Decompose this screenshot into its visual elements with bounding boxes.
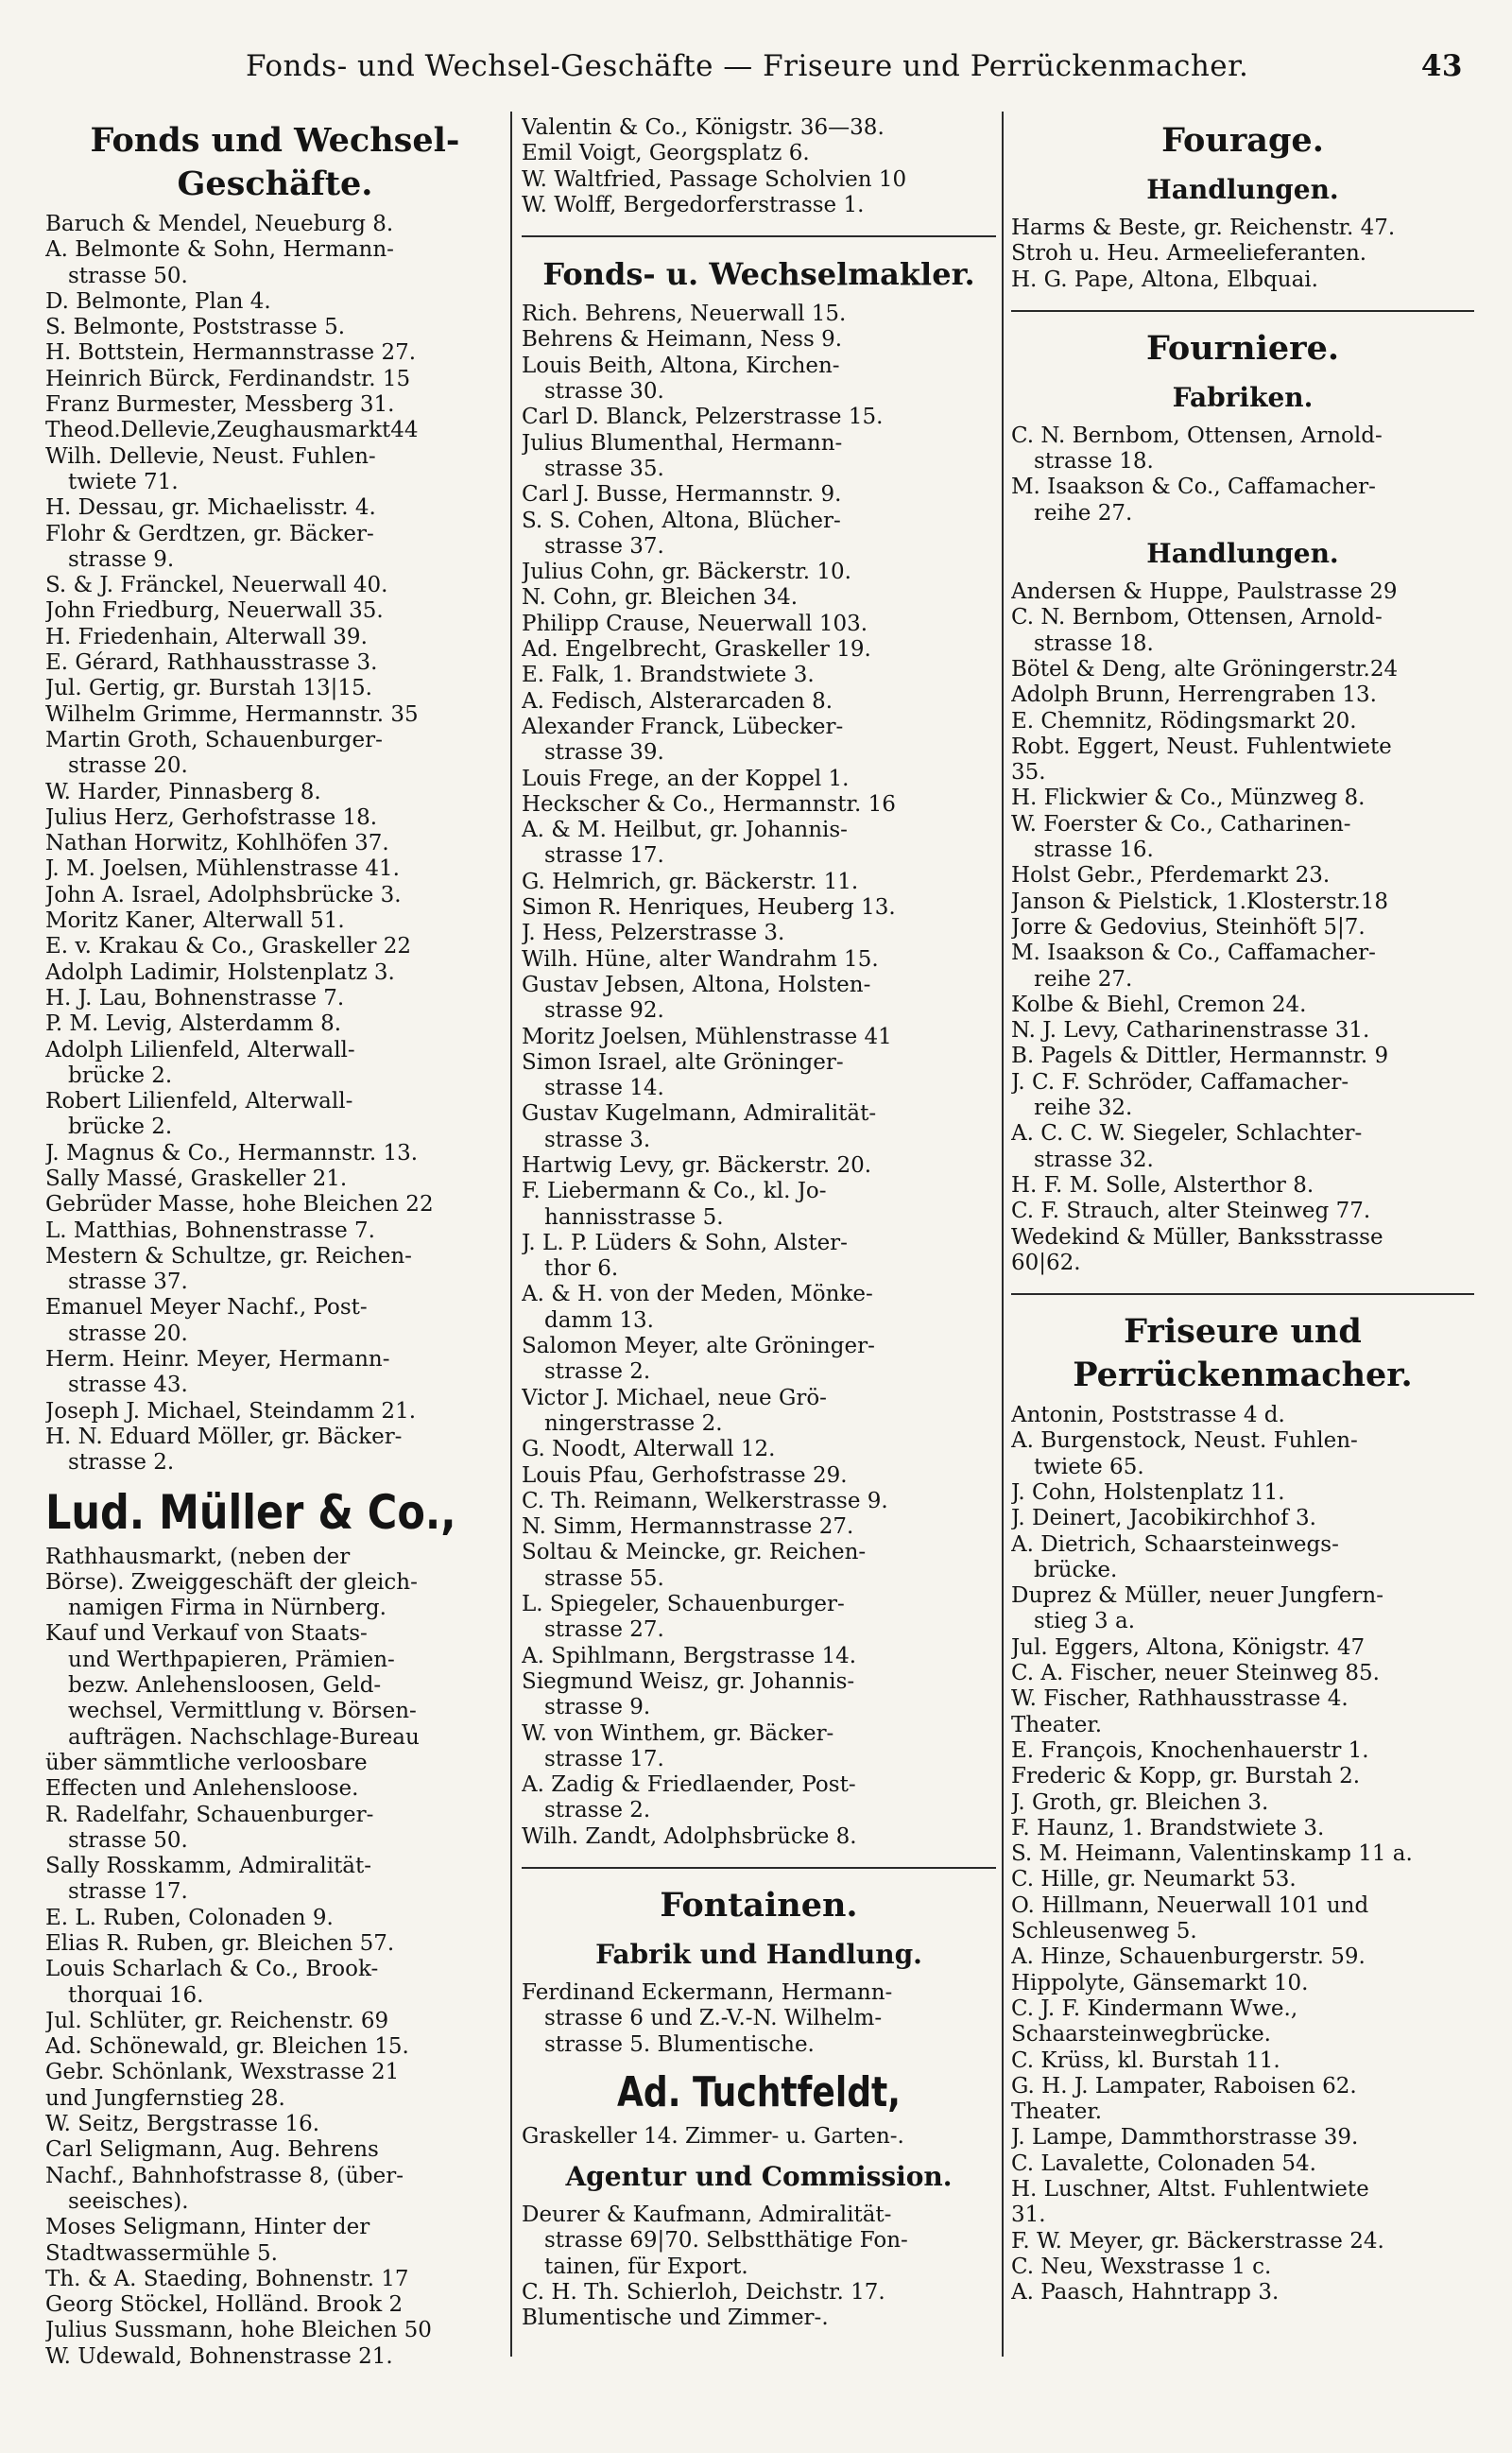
- entry-line: Gebrüder Masse, hohe Bleichen 22: [45, 1192, 434, 1218]
- entry-line: 60|62.: [1011, 1250, 1081, 1275]
- entry-line: Stroh u. Heu. Armeelieferanten.: [1011, 241, 1367, 267]
- entry-line: H. N. Eduard Möller, gr. Bäcker-: [45, 1424, 403, 1449]
- entry-line: bezw. Anlehensloosen, Geld-: [68, 1673, 382, 1699]
- entry-list: [522, 2203, 996, 2331]
- entry-list: [522, 1980, 996, 2058]
- entry-line: Carl Seligmann, Aug. Behrens: [45, 2137, 379, 2163]
- entry-line: J. Deinert, Jacobikirchhof 3.: [1011, 1506, 1316, 1531]
- entry-line: Joseph J. Michael, Steindamm 21.: [45, 1398, 417, 1424]
- entry-line: H. F. M. Solle, Alsterthor 8.: [1011, 1172, 1314, 1198]
- entry-line: Louis Scharlach & Co., Brook-: [45, 1957, 379, 1982]
- entry-line: Harms & Beste, gr. Reichenstr. 47.: [1011, 216, 1396, 240]
- entry-line: Carl J. Busse, Hermannstr. 9.: [522, 482, 842, 508]
- entry-line: W. Foerster & Co., Catharinen-: [1011, 811, 1351, 837]
- entry-line: R. Radelfahr, Schauenburger-: [45, 1802, 374, 1827]
- entry-line: strasse 6 und Z.-V.-N. Wilhelm-: [544, 2006, 883, 2031]
- entry-line: tainen, für Export.: [544, 2254, 748, 2279]
- entry-line: Emanuel Meyer Nachf., Post-: [45, 1295, 368, 1321]
- entry-line: W. Harder, Pinnasberg 8.: [45, 779, 321, 804]
- subheading-fabriken: Fabriken.: [1172, 381, 1314, 413]
- entry-line: S. & J. Fränckel, Neuerwall 40.: [45, 573, 388, 598]
- entry-line: damm 13.: [544, 1307, 654, 1333]
- entry-line: C. Lavalette, Colonaden 54.: [1011, 2151, 1316, 2176]
- entry-line: Baruch & Mendel, Neueburg 8.: [45, 212, 394, 236]
- entry-line: F. Liebermann & Co., kl. Jo-: [522, 1179, 827, 1204]
- entry-line: J. C. F. Schröder, Caffamacher-: [1011, 1069, 1349, 1095]
- entry-line: G. Helmrich, gr. Bäckerstr. 11.: [522, 869, 859, 894]
- entry-line: strasse 30.: [544, 379, 664, 405]
- entry-line: Kolbe & Biehl, Cremon 24.: [1011, 992, 1307, 1017]
- entry-line: A. & M. Heilbut, gr. Johannis-: [522, 818, 848, 843]
- entry-line: H. Flickwier & Co., Münzweg 8.: [1011, 786, 1366, 811]
- entry-line: Martin Groth, Schauenburger-: [45, 727, 383, 752]
- entry-line: A. Zadig & Friedlaender, Post-: [522, 1772, 856, 1798]
- entry-line: L. Matthias, Bohnenstrasse 7.: [45, 1218, 375, 1243]
- entry-list: [522, 115, 996, 218]
- entry-line: hannisstrasse 5.: [544, 1204, 724, 1230]
- entry-line: Wilh. Zandt, Adolphsbrücke 8.: [522, 1823, 857, 1849]
- entry-line: C. H. Th. Schierloh, Deichstr. 17.: [522, 2280, 885, 2306]
- entry-line: W. Waltfried, Passage Scholvien 10: [522, 166, 907, 192]
- entry-line: Moritz Joelsen, Mühlenstrasse 41: [522, 1024, 892, 1049]
- entry-line: Carl D. Blanck, Pelzerstrasse 15.: [522, 405, 884, 430]
- entry-line: Julius Cohn, gr. Bäckerstr. 10.: [522, 560, 851, 585]
- entry-line: Wedekind & Müller, Banksstrasse: [1011, 1224, 1383, 1250]
- entry-line: Robert Lilienfeld, Alterwall-: [45, 1089, 353, 1114]
- column-2: [522, 115, 996, 2332]
- entry-line: A. & H. von der Meden, Mönke-: [522, 1282, 873, 1307]
- entry-line: Heckscher & Co., Hermannstr. 16: [522, 791, 896, 817]
- entry-line: Emil Voigt, Georgsplatz 6.: [522, 141, 810, 166]
- entry-line: M. Isaakson & Co., Caffamacher-: [1011, 475, 1376, 500]
- advertisement-name: Ad. Tuchtfeldt,: [617, 2067, 901, 2116]
- entry-line: Jul. Schlüter, gr. Reichenstr. 69: [45, 2008, 389, 2033]
- section-heading-makler: Fonds- u. Wechselmakler.: [542, 256, 975, 293]
- page-number: 43: [1420, 49, 1463, 83]
- entry-line: wechsel, Vermittlung v. Börsen-: [68, 1699, 417, 1724]
- entry-line: Frederic & Kopp, gr. Burstah 2.: [1011, 1764, 1361, 1789]
- entry-line: J. Groth, gr. Bleichen 3.: [1011, 1789, 1269, 1815]
- entry-line: strasse 35.: [544, 456, 664, 481]
- entry-line: Heinrich Bürck, Ferdinandstr. 15: [45, 366, 411, 391]
- entry-line: Graskeller 14. Zimmer- u. Garten-.: [522, 2123, 904, 2149]
- entry-line: C. N. Bernbom, Ottensen, Arnold-: [1011, 605, 1383, 631]
- entry-line: reihe 32.: [1034, 1096, 1133, 1121]
- entry-line: strasse 27.: [544, 1617, 664, 1643]
- entry-line: strasse 20.: [68, 1321, 188, 1346]
- entry-line: G. Noodt, Alterwall 12.: [522, 1437, 776, 1462]
- entry-line: strasse 18.: [1034, 449, 1154, 475]
- entry-line: Ad. Engelbrecht, Graskeller 19.: [522, 637, 871, 663]
- entry-line: A. Burgenstock, Neust. Fuhlen-: [1011, 1428, 1358, 1454]
- entry-line: strasse 39.: [544, 740, 664, 766]
- entry-line: Gustav Jebsen, Altona, Holsten-: [522, 972, 871, 997]
- section-rule: [1011, 1293, 1474, 1295]
- entry-line: S. M. Heimann, Valentinskamp 11 a.: [1011, 1841, 1413, 1867]
- entry-line: strasse 69|70. Selbstthätige Fon-: [544, 2228, 908, 2254]
- entry-line: Elias R. Ruben, gr. Bleichen 57.: [45, 1931, 395, 1956]
- entry-line: J. Hess, Pelzerstrasse 3.: [522, 921, 785, 946]
- entry-line: Theod.Dellevie,Zeughausmarkt44: [45, 418, 419, 443]
- entry-line: W. Fischer, Rathhausstrasse 4.: [1011, 1686, 1349, 1712]
- entry-line: Sally Rosskamm, Admiralität-: [45, 1854, 372, 1879]
- entry-line: Simon R. Henriques, Heuberg 13.: [522, 895, 896, 921]
- entry-line: Nathan Horwitz, Kohlhöfen 37.: [45, 831, 389, 856]
- entry-line: twiete 71.: [68, 469, 179, 494]
- section-heading-fourage: Fourage.: [1161, 121, 1324, 160]
- entry-line: Robt. Eggert, Neust. Fuhlentwiete: [1011, 734, 1392, 759]
- entry-line: und Werthpapieren, Prämien-: [68, 1647, 395, 1672]
- column-divider: [510, 112, 512, 2357]
- entry-line: S. S. Cohen, Altona, Blücher-: [522, 508, 841, 533]
- running-head: [0, 49, 1512, 95]
- entry-line: Hartwig Levy, gr. Bäckerstr. 20.: [522, 1152, 872, 1178]
- entry-line: W. Wolff, Bergedorferstrasse 1.: [522, 192, 865, 217]
- entry-line: 31.: [1011, 2203, 1046, 2228]
- entry-line: strasse 5. Blumentische.: [544, 2031, 815, 2057]
- entry-line: strasse 9.: [544, 1695, 651, 1720]
- entry-line: A. Dietrich, Schaarsteinwegs-: [1011, 1531, 1339, 1557]
- entry-line: Ferdinand Eckermann, Hermann-: [522, 1980, 893, 2005]
- entry-line: H. J. Lau, Bohnenstrasse 7.: [45, 985, 345, 1011]
- entry-line: J. Magnus & Co., Hermannstr. 13.: [45, 1140, 419, 1166]
- entry-line: strasse 16.: [1034, 838, 1154, 863]
- entry-line: strasse 20.: [68, 753, 188, 779]
- entry-line: N. J. Levy, Catharinenstrasse 31.: [1011, 1018, 1370, 1044]
- column-divider: [1002, 112, 1004, 2357]
- entry-line: H. Luschner, Altst. Fuhlentwiete: [1011, 2177, 1369, 2202]
- entry-line: Th. & A. Staeding, Bohnenstr. 17: [45, 2266, 409, 2291]
- entry-line: Adolph Lilienfeld, Alterwall-: [45, 1037, 355, 1062]
- entry-line: W. Seitz, Bergstrasse 16.: [45, 2112, 320, 2137]
- entry-line: J. Lampe, Dammthorstrasse 39.: [1011, 2125, 1359, 2151]
- entry-line: E. Gérard, Rathhausstrasse 3.: [45, 650, 378, 676]
- entry-line: C. Th. Reimann, Welkerstrasse 9.: [522, 1488, 888, 1513]
- entry-line: 35.: [1011, 760, 1046, 786]
- entry-line: H. Bottstein, Hermannstrasse 27.: [45, 340, 417, 366]
- entry-list: [1011, 423, 1474, 527]
- entry-line: strasse 50.: [68, 263, 188, 288]
- entry-line: C. Hille, gr. Neumarkt 53.: [1011, 1867, 1297, 1892]
- entry-line: H. Friedenhain, Alterwall 39.: [45, 624, 368, 649]
- entry-line: Stadtwassermühle 5.: [45, 2240, 278, 2266]
- entry-line: Simon Israel, alte Gröninger-: [522, 1049, 844, 1075]
- entry-line: J. M. Joelsen, Mühlenstrasse 41.: [45, 856, 400, 882]
- entry-line: ningerstrasse 2.: [544, 1410, 723, 1436]
- entry-line: Rathhausmarkt, (neben der: [45, 1544, 351, 1569]
- entry-line: strasse 2.: [68, 1450, 175, 1476]
- section-heading-fourniere: Fourniere.: [1145, 328, 1340, 368]
- entry-list: [522, 2124, 996, 2150]
- entry-line: und Jungfernstieg 28.: [45, 2085, 285, 2111]
- running-head-title: Fonds- und Wechsel-Geschäfte — Friseure und Perrückenmacher.: [246, 49, 1249, 83]
- entry-line: M. Isaakson & Co., Caffamacher-: [1011, 941, 1376, 966]
- entry-line: O. Hillmann, Neuerwall 101 und: [1011, 1892, 1369, 1918]
- section-rule: [522, 235, 996, 237]
- entry-line: Victor J. Michael, neue Grö-: [522, 1385, 827, 1410]
- entry-line: Jul. Gertig, gr. Burstah 13|15.: [45, 676, 372, 701]
- entry-line: John Friedburg, Neuerwall 35.: [45, 598, 384, 624]
- entry-line: strasse 43.: [68, 1373, 188, 1398]
- entry-list: [1011, 1403, 1474, 2306]
- entry-line: H. G. Pape, Altona, Elbquai.: [1011, 267, 1318, 292]
- entry-line: C. Neu, Wexstrasse 1 c.: [1011, 2254, 1272, 2279]
- entry-line: Gebr. Schönlank, Wexstrasse 21: [45, 2060, 400, 2085]
- entry-line: aufträgen. Nachschlage-Bureau: [68, 1724, 420, 1750]
- entry-line: Salomon Meyer, alte Gröninger-: [522, 1334, 875, 1359]
- entry-line: Kauf und Verkauf von Staats-: [45, 1621, 368, 1647]
- entry-line: seeisches).: [68, 2188, 189, 2214]
- column-1: [45, 115, 505, 2370]
- entry-line: thor 6.: [544, 1256, 619, 1282]
- entry-line: strasse 92.: [544, 998, 664, 1024]
- section-heading-friseure: Friseure und Perrückenmacher.: [1073, 1312, 1413, 1395]
- entry-line: Jorre & Gedovius, Steinhöft 5|7.: [1011, 914, 1366, 940]
- entry-line: John A. Israel, Adolphsbrücke 3.: [45, 882, 402, 907]
- entry-line: Ad. Schönewald, gr. Bleichen 15.: [45, 2034, 409, 2060]
- entry-line: C. A. Fischer, neuer Steinweg 85.: [1011, 1661, 1380, 1686]
- entry-line: F. W. Meyer, gr. Bäckerstrasse 24.: [1011, 2228, 1384, 2254]
- entry-line: Hippolyte, Gänsemarkt 10.: [1011, 1970, 1309, 1995]
- entry-line: twiete 65.: [1034, 1454, 1144, 1479]
- subheading-agentur: Agentur und Commission.: [565, 2161, 953, 2193]
- entry-line: strasse 18.: [1034, 631, 1154, 656]
- entry-line: Julius Herz, Gerhofstrasse 18.: [45, 804, 378, 830]
- entry-line: P. M. Levig, Alsterdamm 8.: [45, 1011, 342, 1037]
- entry-line: A. Belmonte & Sohn, Hermann-: [45, 237, 394, 263]
- entry-line: Flohr & Gerdtzen, gr. Bäcker-: [45, 521, 374, 546]
- entry-line: H. Dessau, gr. Michaelisstr. 4.: [45, 495, 376, 521]
- entry-line: J. L. P. Lüders & Sohn, Alster-: [522, 1230, 848, 1255]
- entry-line: D. Belmonte, Plan 4.: [45, 288, 271, 314]
- entry-line: Louis Frege, an der Koppel 1.: [522, 766, 850, 791]
- entry-line: brücke.: [1034, 1557, 1118, 1582]
- section-heading-fonds: Fonds und Wechsel- Geschäfte.: [90, 121, 460, 203]
- entry-line: Behrens & Heimann, Ness 9.: [522, 327, 843, 353]
- entry-line: Adolph Ladimir, Holstenplatz 3.: [45, 959, 395, 985]
- subheading-handlungen: Handlungen.: [1146, 538, 1339, 570]
- section-heading-fontainen: Fontainen.: [660, 1886, 858, 1925]
- entry-line: Wilh. Hüne, alter Wandrahm 15.: [522, 946, 879, 972]
- entry-line: strasse 14.: [544, 1076, 664, 1101]
- entry-line: strasse 17.: [68, 1879, 188, 1905]
- entry-line: Nachf., Bahnhofstrasse 8, (über-: [45, 2163, 404, 2188]
- entry-list: [45, 212, 505, 1477]
- entry-line: Georg Stöckel, Holländ. Brook 2: [45, 2292, 404, 2318]
- entry-line: über sämmtliche verloosbare: [45, 1750, 368, 1775]
- subheading-fabrik: Fabrik und Handlung.: [595, 1939, 922, 1970]
- entry-line: A. Spihlmann, Bergstrasse 14.: [522, 1643, 857, 1668]
- subheading-handlungen: Handlungen.: [1146, 174, 1339, 205]
- entry-line: Theater.: [1011, 1712, 1103, 1737]
- entry-line: Moses Seligmann, Hinter der: [45, 2215, 370, 2240]
- entry-line: Holst Gebr., Pferdemarkt 23.: [1011, 863, 1331, 889]
- entry-line: strasse 55.: [544, 1565, 664, 1591]
- entry-line: E. Falk, 1. Brandstwiete 3.: [522, 663, 815, 688]
- entry-line: namigen Firma in Nürnberg.: [68, 1596, 387, 1621]
- entry-line: Bötel & Deng, alte Gröningerstr.24: [1011, 656, 1399, 682]
- entry-line: strasse 9.: [68, 546, 175, 572]
- entry-line: N. Simm, Hermannstrasse 27.: [522, 1514, 854, 1540]
- entry-line: L. Spiegeler, Schauenburger-: [522, 1592, 845, 1617]
- entry-line: J. Cohn, Holstenplatz 11.: [1011, 1479, 1285, 1505]
- entry-line: Louis Beith, Altona, Kirchen-: [522, 353, 840, 378]
- entry-list: [522, 302, 996, 1850]
- entry-line: strasse 17.: [544, 843, 664, 869]
- entry-line: A. Hinze, Schauenburgerstr. 59.: [1011, 1944, 1366, 1970]
- entry-line: Soltau & Meincke, gr. Reichen-: [522, 1540, 867, 1565]
- entry-line: C. F. Strauch, alter Steinweg 77.: [1011, 1199, 1371, 1224]
- entry-list: [1011, 579, 1474, 1276]
- entry-line: A. C. C. W. Siegeler, Schlachter-: [1011, 1121, 1363, 1147]
- entry-line: G. H. J. Lampater, Raboisen 62.: [1011, 2073, 1357, 2099]
- entry-line: C. J. F. Kindermann Wwe.,: [1011, 1995, 1298, 2021]
- entry-list: [45, 1545, 505, 2371]
- entry-line: Franz Burmester, Messberg 31.: [45, 392, 395, 418]
- section-rule: [1011, 310, 1474, 312]
- advertisement-name: Lud. Müller & Co.,: [45, 1484, 456, 1540]
- entry-line: Schaarsteinwegbrücke.: [1011, 2022, 1271, 2047]
- entry-line: Philipp Crause, Neuerwall 103.: [522, 611, 868, 636]
- entry-line: Wilhelm Grimme, Hermannstr. 35: [45, 701, 419, 727]
- entry-line: F. Haunz, 1. Brandstwiete 3.: [1011, 1815, 1325, 1840]
- entry-line: E. v. Krakau & Co., Graskeller 22: [45, 934, 412, 959]
- entry-line: Herm. Heinr. Meyer, Hermann-: [45, 1347, 390, 1373]
- entry-line: Alexander Franck, Lübecker-: [522, 714, 844, 739]
- entry-line: Wilh. Dellevie, Neust. Fuhlen-: [45, 443, 376, 469]
- entry-line: Rich. Behrens, Neuerwall 15.: [522, 302, 847, 327]
- entry-line: Effecten und Anlehensloose.: [45, 1776, 359, 1802]
- entry-line: Janson & Pielstick, 1.Klosterstr.18: [1011, 889, 1389, 914]
- entry-line: Antonin, Poststrasse 4 d.: [1011, 1403, 1285, 1428]
- entry-line: strasse 2.: [544, 1798, 651, 1823]
- entry-line: A. Fedisch, Alsterarcaden 8.: [522, 688, 833, 714]
- entry-line: Deurer & Kaufmann, Admiralität-: [522, 2203, 892, 2228]
- entry-line: Mestern & Schultze, gr. Reichen-: [45, 1243, 412, 1269]
- entry-line: E. L. Ruben, Colonaden 9.: [45, 1905, 334, 1930]
- entry-line: Duprez & Müller, neuer Jungfern-: [1011, 1583, 1383, 1609]
- entry-line: S. Belmonte, Poststrasse 5.: [45, 315, 346, 340]
- entry-line: Valentin & Co., Königstr. 36—38.: [522, 115, 885, 140]
- entry-line: reihe 27.: [1034, 500, 1133, 526]
- entry-line: W. Udewald, Bohnenstrasse 21.: [45, 2343, 393, 2369]
- entry-line: Louis Pfau, Gerhofstrasse 29.: [522, 1462, 848, 1488]
- entry-line: strasse 37.: [68, 1270, 188, 1295]
- entry-line: A. Paasch, Hahntrapp 3.: [1011, 2280, 1280, 2306]
- entry-list: [1011, 216, 1474, 293]
- entry-line: Andersen & Huppe, Paulstrasse 29: [1011, 579, 1398, 605]
- entry-line: Börse). Zweiggeschäft der gleich-: [45, 1569, 418, 1595]
- entry-line: strasse 50.: [68, 1827, 188, 1853]
- entry-line: strasse 32.: [1034, 1147, 1154, 1172]
- entry-line: W. von Winthem, gr. Bäcker-: [522, 1720, 834, 1746]
- entry-line: B. Pagels & Dittler, Hermannstr. 9: [1011, 1044, 1389, 1069]
- entry-line: Theater.: [1011, 2099, 1103, 2125]
- entry-line: Gustav Kugelmann, Admiralität-: [522, 1101, 877, 1127]
- column-3: [1011, 115, 1474, 2306]
- entry-line: Sally Massé, Graskeller 21.: [45, 1166, 348, 1191]
- entry-line: brücke 2.: [68, 1114, 173, 1140]
- entry-line: C. Krüss, kl. Burstah 11.: [1011, 2047, 1280, 2073]
- entry-line: Julius Sussmann, hohe Bleichen 50: [45, 2318, 432, 2343]
- entry-line: brücke 2.: [68, 1062, 173, 1088]
- entry-line: strasse 3.: [544, 1127, 651, 1152]
- entry-line: C. N. Bernbom, Ottensen, Arnold-: [1011, 423, 1383, 448]
- entry-line: stieg 3 a.: [1034, 1609, 1136, 1634]
- entry-line: strasse 17.: [544, 1746, 664, 1771]
- entry-line: thorquai 16.: [68, 1982, 204, 2008]
- entry-line: Julius Blumenthal, Hermann-: [522, 430, 843, 456]
- entry-line: reihe 27.: [1034, 966, 1133, 992]
- entry-line: Adolph Brunn, Herrengraben 13.: [1011, 682, 1377, 708]
- entry-line: Jul. Eggers, Altona, Königstr. 47: [1011, 1634, 1366, 1660]
- entry-line: Moritz Kaner, Alterwall 51.: [45, 908, 345, 934]
- entry-line: strasse 2.: [544, 1359, 651, 1385]
- entry-line: E. François, Knochenhauerstr 1.: [1011, 1737, 1369, 1763]
- entry-line: N. Cohn, gr. Bleichen 34.: [522, 585, 799, 611]
- entry-line: strasse 37.: [544, 533, 664, 559]
- entry-line: E. Chemnitz, Rödingsmarkt 20.: [1011, 708, 1357, 734]
- entry-line: Schleusenweg 5.: [1011, 1919, 1197, 1944]
- entry-line: Blumentische und Zimmer-.: [522, 2306, 829, 2331]
- entry-line: Siegmund Weisz, gr. Johannis-: [522, 1668, 855, 1694]
- section-rule: [522, 1867, 996, 1869]
